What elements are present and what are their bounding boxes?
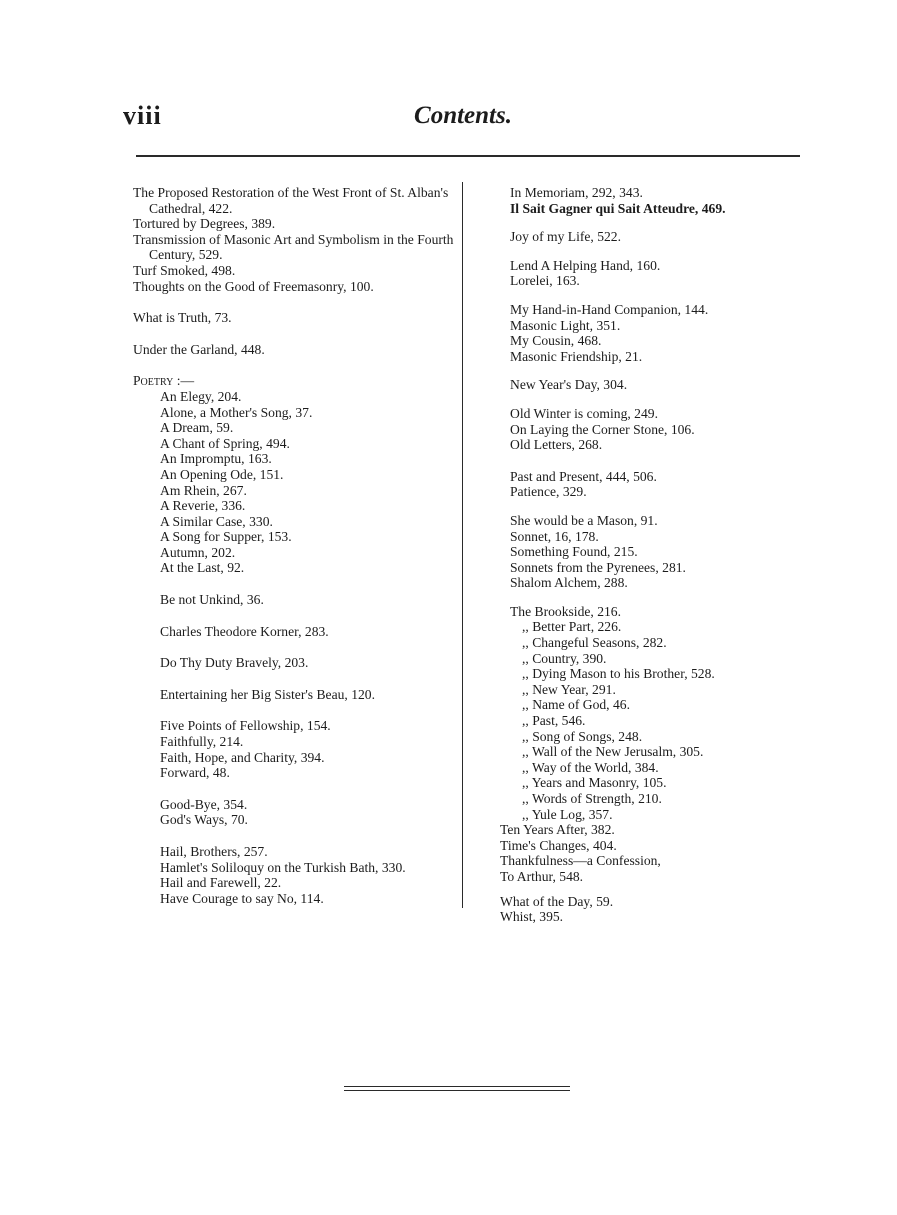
left-column: [133, 185, 458, 906]
poem-subentry: ,, Better Part, 226.: [522, 619, 622, 635]
poem-entry: Have Courage to say No, 114.: [160, 890, 324, 906]
poem-entry: Charles Theodore Korner, 283.: [160, 623, 329, 639]
poem-entry: Joy of my Life, 522.: [510, 229, 622, 245]
poem-entry: Hamlet's Soliloquy on the Turkish Bath, 330.: [160, 859, 406, 875]
poem-entry: On Laying the Corner Stone, 106.: [510, 421, 695, 437]
poetry-list: [133, 389, 458, 576]
poem-entry: Am Rhein, 267.: [160, 482, 247, 498]
right-column: [500, 185, 800, 925]
poem-entry: Faithfully, 214.: [160, 734, 244, 750]
poem-entry: A Chant of Spring, 494.: [160, 435, 290, 451]
poem-entry: God's Ways, 70.: [160, 812, 248, 828]
poem-subentry: ,, New Year, 291.: [522, 681, 616, 697]
poem-subentry: ,, Past, 546.: [522, 713, 586, 729]
entry-group: [133, 185, 458, 294]
poem-subentry: ,, Wall of the New Jerusalm, 305.: [522, 744, 704, 760]
poem-entry: Masonic Light, 351.: [510, 317, 621, 333]
brookside-sublist: [500, 619, 800, 822]
poem-subentry: ,, Words of Strength, 210.: [522, 791, 662, 806]
poem-entry: She would be a Mason, 91.: [510, 512, 658, 528]
running-title: Contents.: [414, 102, 512, 129]
poem-entry: What of the Day, 59.: [500, 893, 614, 909]
poem-subentry: ,, Yule Log, 357.: [522, 806, 613, 822]
poem-entry: Sonnet, 16, 178.: [510, 528, 599, 544]
index-entry: Transmission of Masonic Art and Symbolism in the Fourth Century, 529.: [133, 231, 454, 263]
index-entry: Thoughts on the Good of Freemasonry, 100.: [133, 278, 374, 294]
index-entry: Turf Smoked, 498.: [133, 262, 236, 278]
poem-entry: An Impromptu, 163.: [160, 451, 272, 467]
poem-subentry: ,, Name of God, 46.: [522, 697, 630, 713]
poem-entry: Do Thy Duty Bravely, 203.: [160, 655, 309, 671]
poem-entry: At the Last, 92.: [160, 560, 245, 576]
poem-subentry: ,, Song of Songs, 248.: [522, 728, 643, 744]
poem-entry: Lend A Helping Hand, 160.: [510, 257, 661, 273]
index-entry: The Proposed Restoration of the West Front of St. Alban's Cathedral, 422.: [133, 185, 449, 216]
poem-entry: A Dream, 59.: [160, 420, 234, 436]
poem-entry: An Elegy, 204.: [160, 388, 242, 404]
poem-entry: Patience, 329.: [510, 484, 587, 500]
poem-entry: Forward, 48.: [160, 765, 230, 781]
poem-entry: The Brookside, 216.: [510, 603, 622, 619]
poem-entry: Alone, a Mother's Song, 37.: [160, 404, 313, 420]
poem-entry: A Similar Case, 330.: [160, 513, 273, 529]
poem-entry: Lorelei, 163.: [510, 273, 580, 289]
poem-entry: In Memoriam, 292, 343.: [510, 185, 643, 200]
poem-entry: Old Letters, 268.: [510, 437, 603, 453]
poem-entry: Whist, 395.: [500, 909, 564, 925]
footer-rule: [344, 1086, 570, 1091]
poem-subentry: ,, Country, 390.: [522, 650, 607, 666]
poem-subentry: ,, Way of the World, 384.: [522, 759, 659, 775]
poem-entry: Good-Bye, 354.: [160, 796, 248, 812]
column-divider: [462, 182, 463, 908]
index-entry: Tortured by Degrees, 389.: [133, 216, 276, 232]
poem-entry: An Opening Ode, 151.: [160, 466, 284, 482]
poem-entry: Il Sait Gagner qui Sait Atteudre, 469.: [510, 200, 726, 216]
header-rule: [136, 155, 800, 157]
poem-entry: Be not Unkind, 36.: [160, 592, 264, 608]
poem-subentry: ,, Dying Mason to his Brother, 528.: [522, 666, 715, 682]
poem-entry: Five Points of Fellowship, 154.: [160, 718, 331, 734]
poem-entry: Entertaining her Big Sister's Beau, 120.: [160, 686, 376, 702]
poem-entry: Old Winter is coming, 249.: [510, 405, 658, 421]
poem-entry: Time's Changes, 404.: [500, 837, 617, 853]
poetry-heading: Poetry :—: [133, 373, 195, 389]
poem-entry: To Arthur, 548.: [500, 868, 584, 884]
poem-entry: Past and Present, 444, 506.: [510, 468, 657, 484]
poem-entry: New Year's Day, 304.: [510, 377, 628, 393]
poem-entry: A Song for Supper, 153.: [160, 529, 292, 545]
poem-subentry: ,, Changeful Seasons, 282.: [522, 635, 667, 651]
poem-entry: My Cousin, 468.: [510, 333, 602, 349]
poem-entry: Hail and Farewell, 22.: [160, 875, 282, 891]
index-entry: What is Truth, 73.: [133, 310, 232, 326]
poem-entry: Faith, Hope, and Charity, 394.: [160, 749, 325, 765]
poem-entry: Autumn, 202.: [160, 544, 236, 560]
poem-entry: Ten Years After, 382.: [500, 822, 615, 838]
poem-subentry: ,, Years and Masonry, 105.: [522, 775, 667, 791]
poem-entry: A Reverie, 336.: [160, 498, 246, 514]
poem-entry: Something Found, 215.: [510, 544, 638, 560]
poem-entry: Hail, Brothers, 257.: [160, 844, 268, 859]
poem-entry: Sonnets from the Pyrenees, 281.: [510, 559, 686, 575]
poem-entry: Masonic Friendship, 21.: [510, 348, 643, 364]
poem-entry: My Hand-in-Hand Companion, 144.: [510, 301, 709, 317]
poem-entry: Shalom Alchem, 288.: [510, 575, 628, 591]
index-entry: Under the Garland, 448.: [133, 341, 265, 357]
page-number: viii: [123, 101, 162, 130]
poem-entry: Thankfulness—a Confession,: [500, 853, 661, 869]
